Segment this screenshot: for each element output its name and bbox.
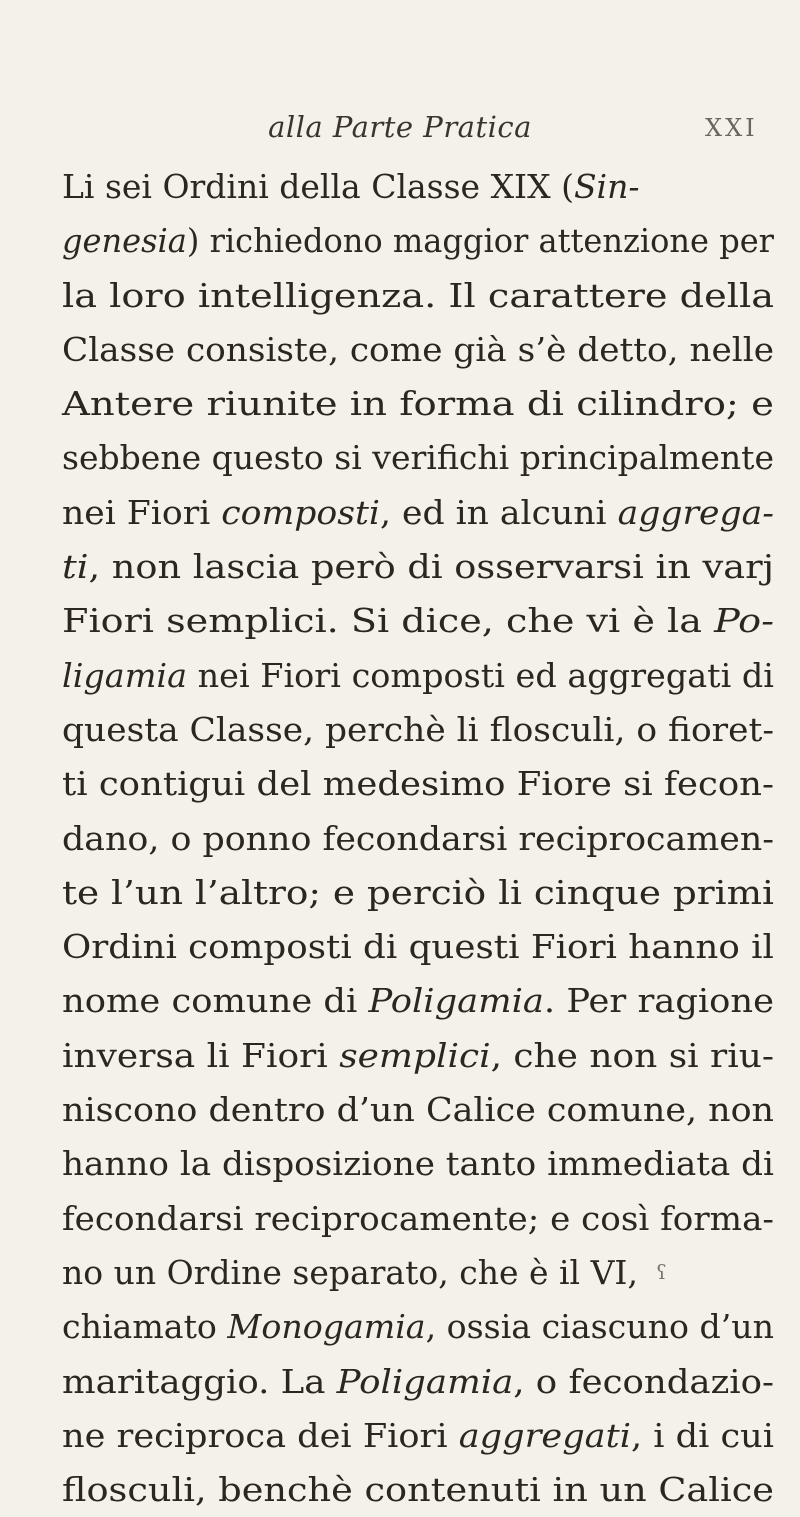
italic-term: Poligamia bbox=[368, 981, 544, 1021]
text-run: niscono dentro d’un Calice comune, non bbox=[62, 1090, 775, 1130]
text-run: , non lascia però di osservarsi in varj bbox=[88, 547, 774, 587]
text-run: questa Classe, perchè li flosculi, o fioret- bbox=[62, 709, 774, 749]
text-line bbox=[62, 866, 774, 920]
italic-term: Po- bbox=[714, 601, 774, 641]
text-line bbox=[62, 160, 774, 214]
text-run: la loro intelligenza. Il carattere della bbox=[62, 275, 775, 315]
text-line bbox=[62, 1409, 774, 1463]
text-line bbox=[62, 1192, 774, 1246]
italic-term: aggrega- bbox=[617, 492, 774, 532]
text-run: chiamato bbox=[62, 1307, 228, 1347]
text-line bbox=[62, 1246, 774, 1300]
italic-term: semplici bbox=[339, 1035, 491, 1075]
text-line bbox=[62, 1029, 774, 1083]
signature-mark: ʕ bbox=[656, 1260, 667, 1284]
text-line bbox=[62, 757, 774, 811]
italic-term: ti bbox=[62, 547, 89, 587]
text-run: , i di cui bbox=[630, 1415, 775, 1455]
text-line bbox=[62, 920, 774, 974]
text-run: maritaggio. La bbox=[62, 1361, 337, 1401]
text-run: . Per ragione bbox=[543, 981, 775, 1021]
text-run: no un Ordine separato, che è il VI, bbox=[62, 1252, 638, 1292]
text-run: sebbene questo si verifichi principalmente bbox=[62, 438, 775, 478]
italic-term: Sin- bbox=[573, 167, 640, 206]
italic-term: ligamia bbox=[62, 655, 188, 695]
text-line bbox=[62, 377, 774, 431]
text-run: Antere riunite in forma di cilindro; e bbox=[62, 384, 774, 424]
text-line bbox=[62, 1355, 774, 1409]
text-run: nei Fiori composti ed aggregati di bbox=[187, 655, 774, 695]
running-title: alla Parte Pratica bbox=[268, 110, 532, 144]
italic-term: composti bbox=[221, 492, 380, 532]
text-run: Li sei Ordini della Classe XIX ( bbox=[62, 167, 574, 206]
text-run: , ossia ciascuno d’un bbox=[425, 1307, 774, 1347]
text-run: ) richiedono maggior attenzione per bbox=[186, 221, 775, 261]
text-line bbox=[62, 1300, 774, 1354]
text-run: nome comune di bbox=[62, 981, 369, 1021]
text-line bbox=[62, 703, 774, 757]
text-line bbox=[62, 323, 774, 377]
text-run: , o fecondazio- bbox=[513, 1361, 774, 1401]
text-run: Fiori semplici. Si dice, che vi è la bbox=[62, 601, 715, 641]
text-run: ti contigui del medesimo Fiore si fecon- bbox=[62, 764, 774, 804]
text-line bbox=[62, 594, 774, 648]
text-run: inversa li Fiori bbox=[62, 1035, 340, 1075]
body-text bbox=[62, 160, 774, 1517]
text-run: fecondarsi reciprocamente; e così forma- bbox=[62, 1198, 774, 1238]
text-line bbox=[62, 540, 774, 594]
text-run: nei Fiori bbox=[62, 492, 222, 532]
text-run: flosculi, benchè contenuti in un Calice bbox=[62, 1470, 774, 1510]
text-run: dano, o ponno fecondarsi reciprocamen- bbox=[62, 818, 774, 858]
text-line bbox=[62, 812, 774, 866]
text-line bbox=[62, 214, 774, 268]
text-line bbox=[62, 649, 774, 703]
text-line bbox=[62, 1463, 774, 1517]
text-run: , che non si riu- bbox=[490, 1035, 775, 1075]
italic-term: Poligamia bbox=[336, 1361, 514, 1401]
text-line bbox=[62, 486, 774, 540]
text-run: hanno la disposizione tanto immediata di bbox=[62, 1144, 774, 1184]
italic-term: aggregati bbox=[458, 1415, 631, 1455]
italic-term: Monogamia bbox=[227, 1307, 426, 1347]
text-run: ne reciproca dei Fiori bbox=[62, 1415, 459, 1455]
italic-term: genesia bbox=[62, 221, 187, 261]
text-run: te l’un l’altro; e perciò li cinque primi bbox=[62, 872, 775, 912]
text-run: Classe consiste, come già s’è detto, nelle bbox=[62, 329, 775, 369]
text-line bbox=[62, 974, 774, 1028]
text-line bbox=[62, 1137, 774, 1191]
text-run: , ed in alcuni bbox=[379, 492, 618, 532]
text-line bbox=[62, 1083, 774, 1137]
text-run: Ordini composti di questi Fiori hanno il bbox=[62, 927, 774, 967]
text-line bbox=[62, 431, 774, 485]
page-number: XXI bbox=[705, 114, 758, 142]
text-line bbox=[62, 269, 774, 323]
